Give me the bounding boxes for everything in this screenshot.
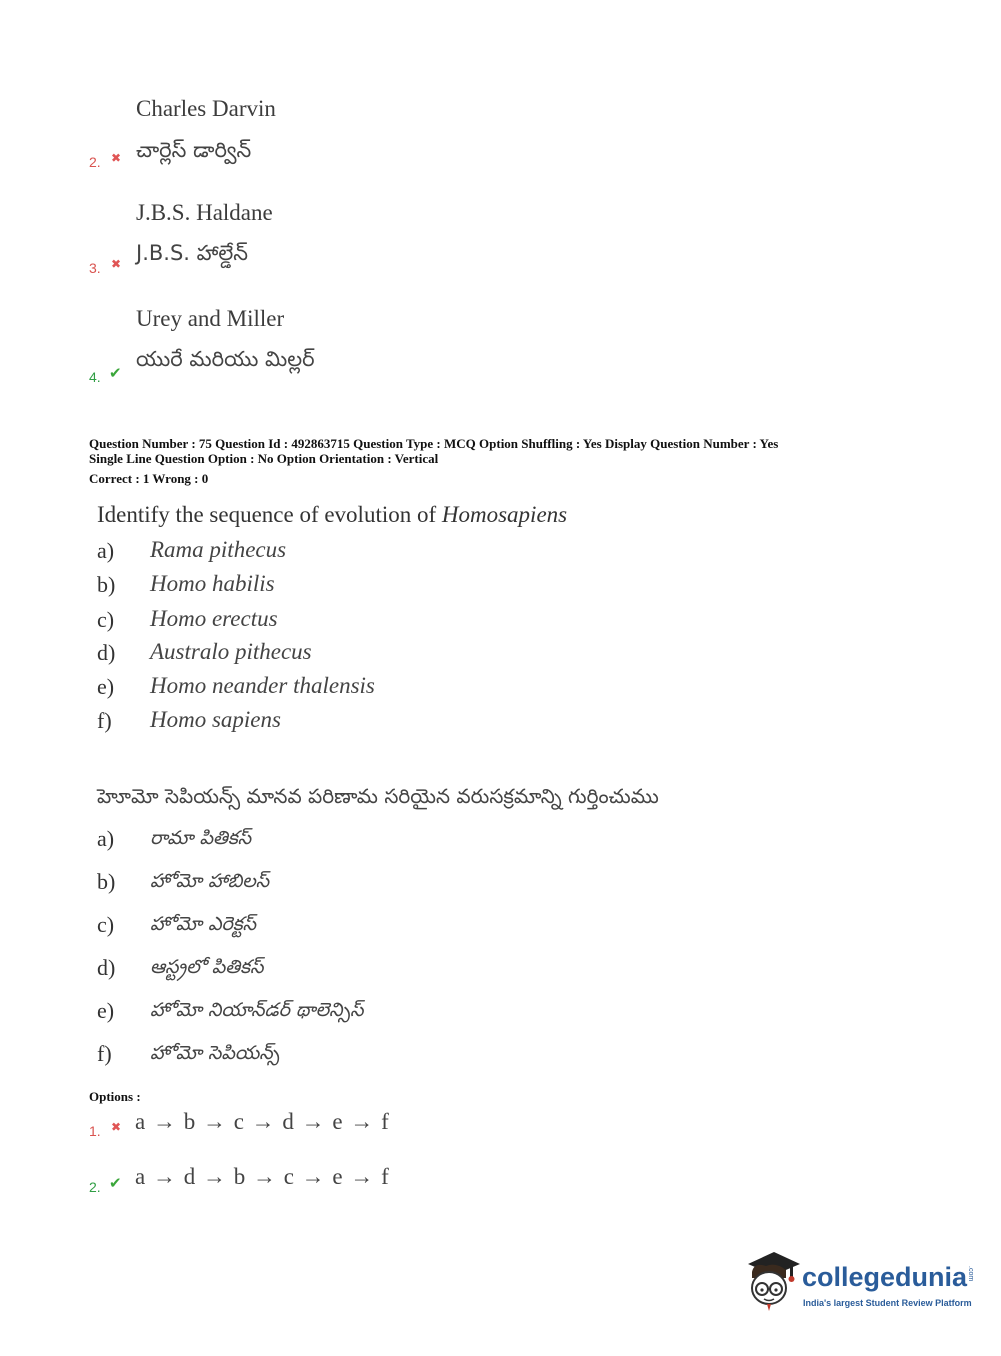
item-text-telugu: హోమో నియాన్‌డర్ థాలెన్సిస్ [150,999,364,1021]
item-text: Homo sapiens [150,707,281,732]
item-text: Homo habilis [150,571,275,596]
question-meta-line-3: Correct : 1 Wrong : 0 [89,471,209,486]
item-letter: a) [97,538,115,563]
item-letter: e) [97,674,115,699]
answer-1-number: 1. [89,1123,101,1139]
logo-suffix: .com [967,1266,975,1282]
mascot-icon [742,1248,802,1312]
option-4-telugu: యురే మరియు మిల్లర్ [136,347,315,371]
option-4-number: 4. [89,369,101,385]
option-2-telugu: చార్లెస్ డార్విన్ [136,138,252,162]
item-letter: b) [97,572,116,597]
item-letter: f) [97,708,112,733]
item-letter: d) [97,955,116,980]
option-3-telugu: J.B.S. హాల్డేన్ [136,241,248,265]
cross-icon: ✖ [111,151,122,165]
check-icon: ✔ [109,364,122,382]
item-text-telugu: హోమో ఎరెక్టస్ [150,913,257,935]
question-meta-line-1: Question Number : 75 Question Id : 492863715 Question Type : MCQ Option Shuffling : Yes Display Question Number : Yes [89,436,779,451]
question-meta-line-2: Single Line Question Option : No Option Orientation : Vertical [89,451,439,466]
item-text-telugu: హోమో సెపియన్స్ [150,1042,280,1064]
item-letter: c) [97,912,115,937]
answer-2-number: 2. [89,1179,101,1195]
logo-text: collegedunia [802,1262,968,1292]
option-2-english: Charles Darvin [136,96,276,121]
option-3-english: J.B.S. Haldane [136,200,273,225]
check-icon: ✔ [109,1174,122,1192]
item-text-telugu: రామా పితికస్ [150,827,252,849]
item-text-telugu: ఆస్ట్రలో పితికస్ [150,956,264,978]
item-text-telugu: హోమో హాబిలస్ [150,870,270,892]
cross-icon: ✖ [111,1120,122,1134]
item-letter: a) [97,826,115,851]
item-text: Homo erectus [150,606,278,631]
options-label: Options : [89,1089,141,1104]
question-title-telugu: హెూమో సెపియన్స్ మానవ పరిణామ సరియైన వరుసక్రమాన్ని గుర్తించుము [97,784,659,808]
item-letter: f) [97,1041,112,1066]
question-title [97,502,567,528]
question-title-italic: Homosapiens [441,502,568,527]
item-letter: c) [97,607,115,632]
item-letter: d) [97,640,116,665]
cross-icon: ✖ [111,257,122,271]
option-3-number: 3. [89,260,101,276]
item-text: Homo neander thalensis [150,673,375,698]
question-title-text: Identify the sequence of evolution of [97,502,442,527]
item-text: Australo pithecus [150,639,312,664]
logo-tagline: India's largest Student Review Platform [803,1298,972,1308]
item-letter: b) [97,869,116,894]
answer-1-sequence: a → b → c → d → e → f [135,1109,390,1134]
logo[interactable] [802,1262,974,1293]
item-letter: e) [97,998,115,1023]
option-2-number: 2. [89,154,101,170]
option-4-english: Urey and Miller [136,306,285,331]
item-text: Rama pithecus [150,537,287,562]
answer-2-sequence: a → d → b → c → e → f [135,1164,390,1189]
